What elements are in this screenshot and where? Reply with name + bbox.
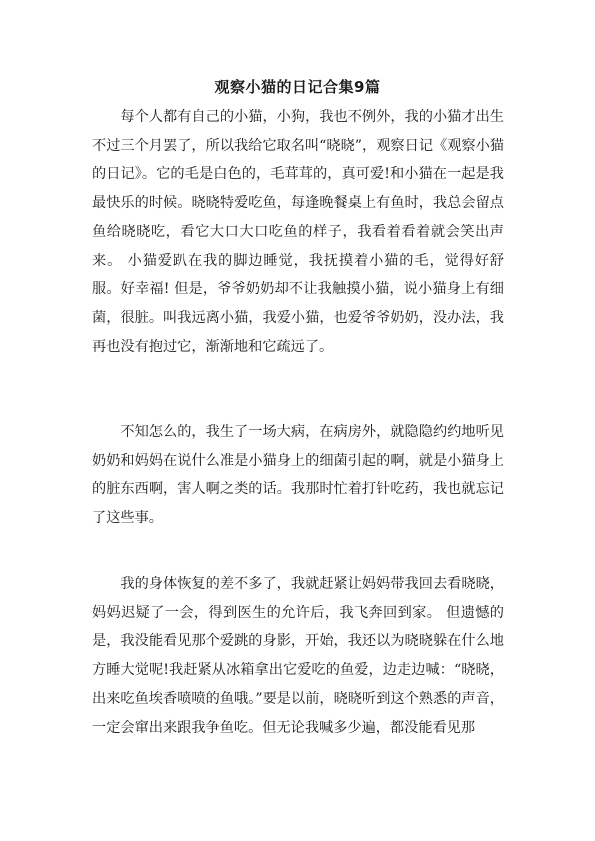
paragraph-text: 我的身体恢复的差不多了，我就赶紧让妈妈带我回去看晓晓，妈妈迟疑了一会，得到医生的允许后，我飞奔回到家。 但遗憾的是，我没能看见那个爱跳的身影，开始，我还以为晓晓躲在什么地方睡大觉呢!我赶紧从冰箱拿出它爱吃的鱼爱，边走边喊：“晓晓，出来吃鱼埃香喷喷的鱼哦。”要是以前，晓晓听到这个熟悉的声音，一定会窜出来跟我争鱼吃。但无论我喊多少遍，都没能看见那 xyxy=(92,576,504,736)
paragraph-2 xyxy=(92,418,504,533)
paragraph-3 xyxy=(92,570,504,742)
paragraph-text: 不知怎么的，我生了一场大病，在病房外，就隐隐约约地听见奶奶和妈妈在说什么准是小猫身上的细菌引起的啊，就是小猫身上的脏东西啊，害人啊之类的话。我那时忙着打针吃药，我也就忘记了这些事。 xyxy=(92,424,504,527)
document-title: 观察小猫的日记合集9篇 xyxy=(214,78,381,96)
paragraph-text: 每个人都有自己的小猫，小狗，我也不例外，我的小猫才出生不过三个月罢了，所以我给它取名叫“晓晓”，观察日记《观察小猫的日记》。它的毛是白色的，毛茸茸的，真可爱!和小猫在一起是我最快乐的时候。晓晓特爱吃鱼，每逢晚餐桌上有鱼时，我总会留点鱼给晓晓吃，看它大口大口吃鱼的样子，我看着看着就会笑出声来。 小猫爱趴在我的脚边睡觉，我抚摸着小猫的毛，觉得好舒服。好幸福! 但是，爷爷奶奶却不让我触摸小猫，说小猫身上有细菌，很脏。叫我远离小猫，我爱小猫，也爱爷爷奶奶，没办法，我再也没有抱过它，渐渐地和它疏远了。 xyxy=(92,109,504,355)
paragraph-1 xyxy=(92,103,504,361)
